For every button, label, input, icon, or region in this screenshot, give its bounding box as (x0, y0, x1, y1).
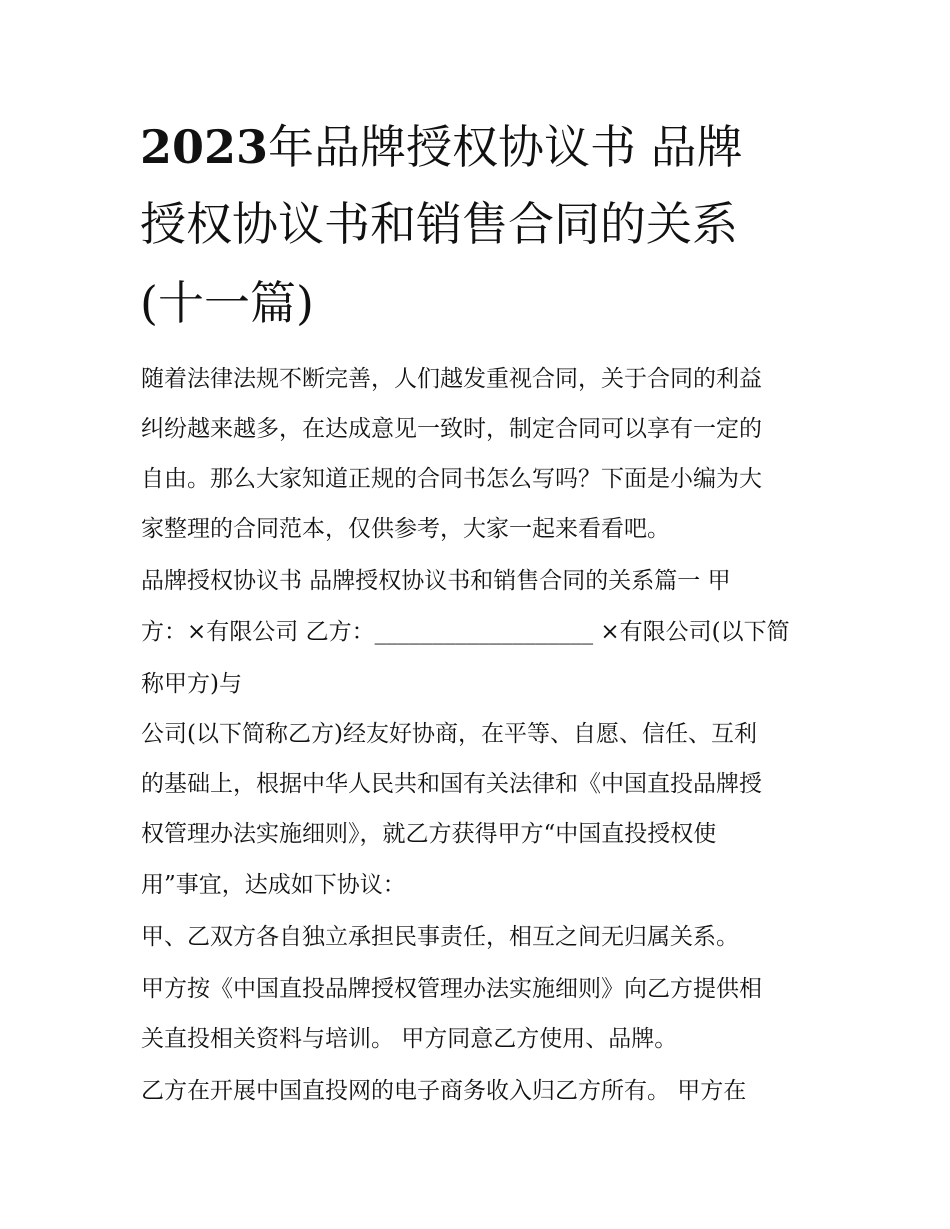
title-line-3: (十一篇) (140, 276, 314, 330)
body-line: 甲、乙双方各自独立承担民事责任，相互之间无归属关系。 (141, 924, 739, 950)
title-line-2: 授权协议书和销售合同的关系 (140, 197, 738, 251)
body-line: 方：×有限公司 乙方：___________________ ×有限公司(以下简 (141, 619, 790, 645)
body-line: 关直投相关资料与培训。 甲方同意乙方使用、品牌。 (141, 1026, 678, 1052)
body-line: 甲方按《中国直投品牌授权管理办法实施细则》向乙方提供相 (141, 976, 762, 1002)
title-line-1 (140, 118, 743, 176)
body-line: 的基础上，根据中华人民共和国有关法律和《中国直投品牌授 (141, 771, 762, 797)
body-line: 乙方在开展中国直投网的电子商务收入归乙方所有。 甲方在 (141, 1078, 747, 1104)
body-line: 用”事宜，达成如下协议： (141, 872, 406, 898)
title-year: 2023 (140, 120, 269, 174)
body-line: 称甲方)与 (141, 671, 242, 697)
title-line-1-text: 年品牌授权协议书 品牌 (268, 120, 743, 174)
body-line: 随着法律法规不断完善，人们越发重视合同，关于合同的利益 (141, 366, 762, 392)
body-line: 权管理办法实施细则》，就乙方获得甲方“中国直投授权使 (141, 821, 717, 847)
body-line: 家整理的合同范本，仅供参考，大家一起来看看吧。 (141, 516, 670, 542)
body-line: 品牌授权协议书 品牌授权协议书和销售合同的关系篇一 甲 (141, 568, 731, 594)
body-line: 自由。那么大家知道正规的合同书怎么写吗？下面是小编为大 (141, 466, 762, 492)
body-line: 公司(以下简称乙方)经友好协商，在平等、自愿、信任、互利 (141, 721, 757, 747)
body-line: 纠纷越来越多，在达成意见一致时，制定合同可以享有一定的 (141, 416, 762, 442)
